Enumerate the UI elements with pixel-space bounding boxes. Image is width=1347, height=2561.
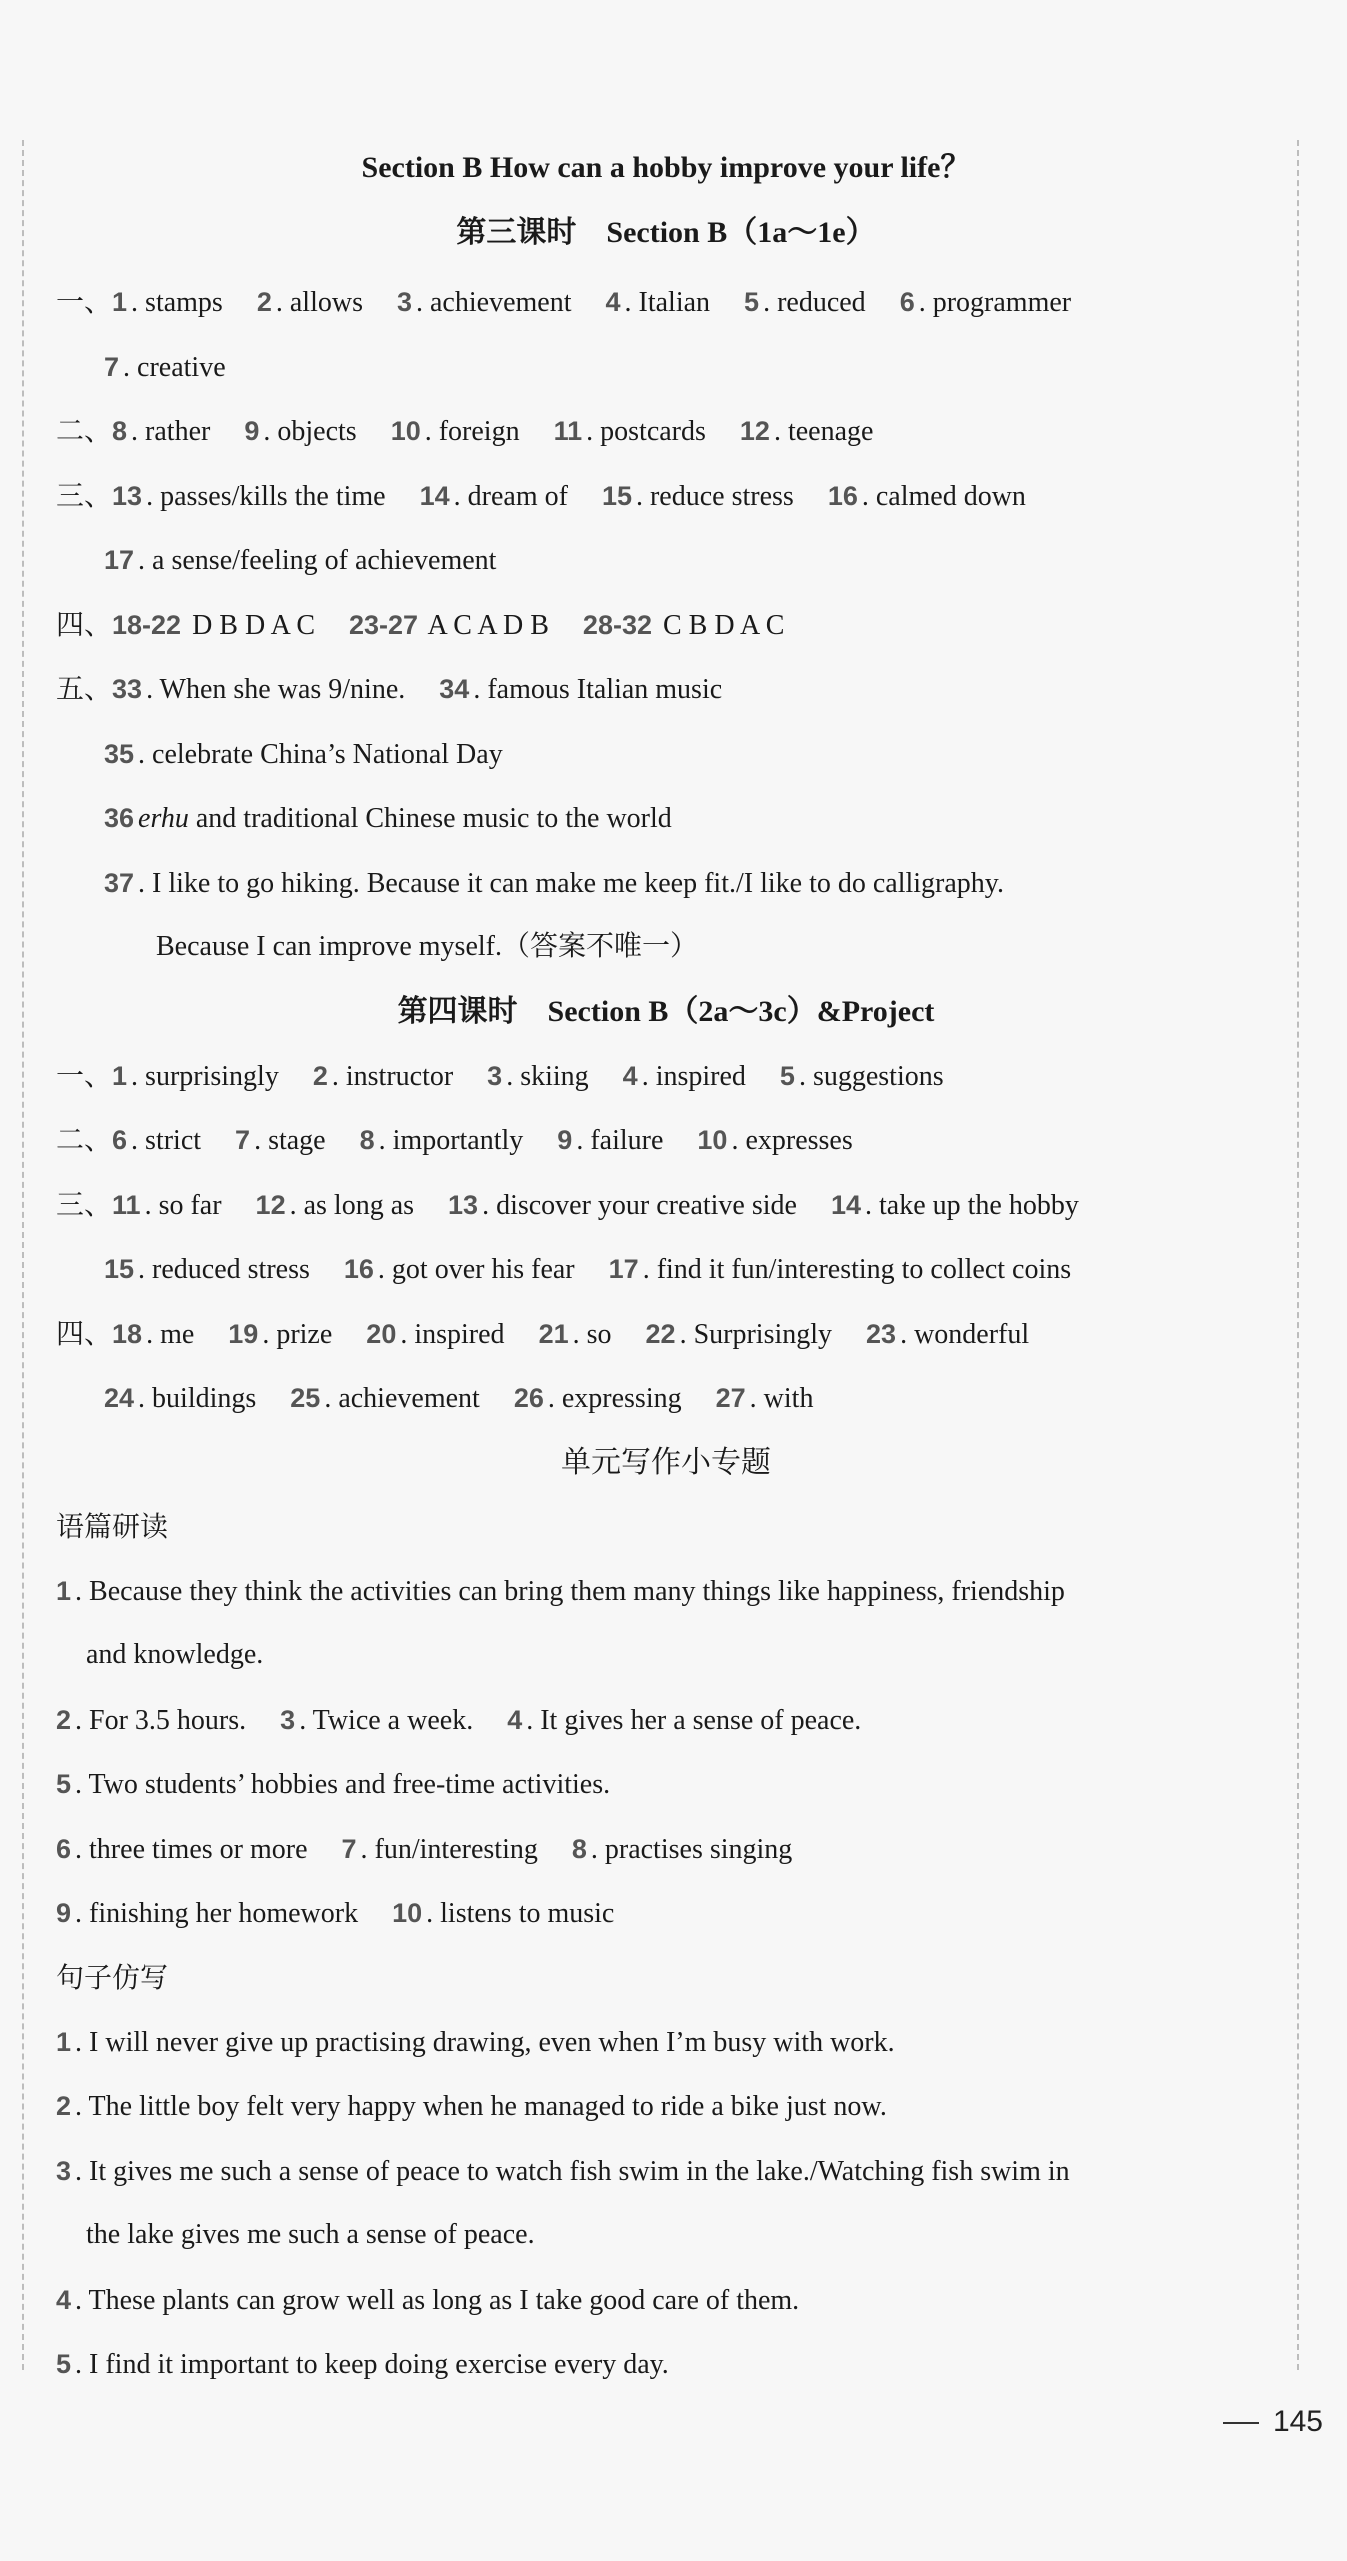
imitate-q2: 2 . The little boy felt very happy when he managed to ride a bike just now. bbox=[56, 2091, 887, 2122]
answer-item: 18-22 D B D A C bbox=[112, 609, 316, 641]
writing-heading: 单元写作小专题 bbox=[561, 1444, 771, 1480]
right-dashed-border bbox=[1297, 140, 1299, 2370]
answer-item: 20 . inspired bbox=[366, 1318, 505, 1350]
answer-item: 3 . Twice a week. bbox=[280, 1704, 474, 1736]
reading-q1-cont: and knowledge. bbox=[86, 1639, 264, 1670]
imitate-q5: 5 . I find it important to keep doing exercise every day. bbox=[56, 2349, 669, 2380]
lesson3-part3-row1 bbox=[56, 464, 1276, 529]
answer-item: 15 . reduce stress bbox=[601, 480, 794, 512]
answer-item: 9 . failure bbox=[557, 1125, 664, 1156]
lesson4-part1-row bbox=[56, 1044, 1276, 1109]
page-title: Section B How can a hobby improve your life？ bbox=[361, 151, 971, 184]
answer-item: 2 . For 3.5 hours. bbox=[56, 1704, 247, 1736]
section-label: 四、 bbox=[56, 1318, 113, 1350]
section-label: 二、 bbox=[56, 1125, 113, 1156]
answer-item: 9 . finishing her homework bbox=[56, 1898, 359, 1929]
answer-item: 13 . discover your creative side bbox=[448, 1189, 797, 1221]
imitate-q3-cont: the lake gives me such a sense of peace. bbox=[86, 2219, 535, 2250]
section-label: 二、 bbox=[56, 416, 113, 447]
lesson3-q36: 36 erhu and traditional Chinese music to the world bbox=[104, 803, 672, 834]
answer-item: 1 . surprisingly bbox=[112, 1060, 279, 1092]
answer-item: 4 . Italian bbox=[605, 287, 711, 318]
answer-item: 9 . objects bbox=[244, 416, 357, 447]
lesson3-part1-row2 bbox=[56, 335, 1276, 400]
answer-item: 13 . passes/kills the time bbox=[112, 480, 386, 512]
answer-item: 7 . fun/interesting bbox=[341, 1833, 538, 1865]
reading-q1: 1 . Because they think the activities can bring them many things like happiness, friendship bbox=[56, 1575, 1065, 1607]
imitate-q3: 3 . It gives me such a sense of peace to watch fish swim in the lake./Watching fish swim in bbox=[56, 2155, 1070, 2187]
answer-item: 5 . reduced bbox=[744, 287, 866, 318]
answer-item: 16 . calmed down bbox=[827, 480, 1026, 512]
answer-page bbox=[56, 140, 1276, 2397]
section-label: 一、 bbox=[56, 287, 113, 318]
answer-item: 11 . so far bbox=[112, 1189, 222, 1221]
reading-row2 bbox=[56, 1688, 1276, 1753]
lesson3-part1-row1 bbox=[56, 270, 1276, 335]
section-label: 三、 bbox=[56, 480, 113, 512]
section-label: 三、 bbox=[56, 1189, 113, 1221]
answer-item: 5 . suggestions bbox=[779, 1060, 944, 1092]
answer-item: 22 . Surprisingly bbox=[645, 1318, 833, 1350]
footer-rule bbox=[1223, 2422, 1259, 2424]
lesson4-heading: 第四课时 Section B（2a～3c）&Project bbox=[397, 994, 935, 1028]
answer-item: 12 . as long as bbox=[255, 1189, 415, 1221]
section-label: 一、 bbox=[56, 1060, 113, 1092]
lesson4-part4-row2 bbox=[56, 1366, 1276, 1431]
answer-item: 2 . allows bbox=[256, 287, 363, 318]
lesson3-part3-row2 bbox=[56, 528, 1276, 593]
answer-item: 16 . got over his fear bbox=[343, 1254, 575, 1285]
answer-item: 11 . postcards bbox=[553, 416, 706, 447]
answer-item: 7 . stage bbox=[235, 1125, 326, 1156]
answer-item: 3 . achievement bbox=[396, 287, 572, 318]
answer-item: 28-32 C B D A C bbox=[582, 609, 785, 641]
lesson3-heading: 第三课时 Section B（1a～1e） bbox=[456, 216, 876, 249]
lesson3-q37-cont: Because I can improve myself.（答案不唯一） bbox=[156, 931, 698, 962]
answer-item: 23 . wonderful bbox=[866, 1318, 1030, 1350]
answer-item: 23-27 A C A D B bbox=[349, 609, 549, 641]
answer-item: 26 . expressing bbox=[513, 1383, 682, 1414]
left-dashed-border bbox=[22, 140, 24, 2370]
answer-item: 19 . prize bbox=[228, 1318, 333, 1350]
lesson3-part4-row bbox=[56, 593, 1276, 658]
answer-item: 18 . me bbox=[112, 1318, 195, 1350]
answer-item: 4 . It gives her a sense of peace. bbox=[507, 1704, 862, 1736]
lesson3-part5-row1 bbox=[56, 657, 1276, 722]
answer-item: 3 . skiing bbox=[487, 1060, 589, 1092]
answer-item: 6 . programmer bbox=[899, 287, 1072, 318]
answer-item: 8 . rather bbox=[112, 416, 211, 447]
section-label: 五、 bbox=[56, 674, 113, 705]
answer-item: 27 . with bbox=[715, 1383, 814, 1414]
lesson3-part2-row bbox=[56, 399, 1276, 464]
imitate-q4: 4 . These plants can grow well as long as I take good care of them. bbox=[56, 2284, 800, 2316]
lesson3-q37: 37 . I like to go hiking. Because it can make me keep fit./I like to do calligraphy. bbox=[104, 867, 1004, 899]
answer-item: 2 . instructor bbox=[312, 1060, 454, 1092]
answer-item: 25 . achievement bbox=[290, 1383, 480, 1414]
answer-item: 6 . strict bbox=[112, 1125, 202, 1156]
answer-item: 12 . teenage bbox=[739, 416, 874, 447]
page-number: 145 bbox=[1272, 2405, 1323, 2438]
imitate-heading: 句子仿写 bbox=[56, 1960, 169, 1994]
reading-q5: 5 . Two students’ hobbies and free-time activities. bbox=[56, 1769, 611, 1800]
answer-item: 6 . three times or more bbox=[56, 1833, 308, 1865]
answer-item: 14 . take up the hobby bbox=[830, 1189, 1079, 1221]
answer-item: 15 . reduced stress bbox=[104, 1254, 310, 1285]
imitate-q1: 1 . I will never give up practising drawing, even when I’m busy with work. bbox=[56, 2026, 895, 2058]
reading-heading: 语篇研读 bbox=[56, 1509, 169, 1543]
answer-item: 34 . famous Italian music bbox=[439, 674, 723, 705]
section-label: 四、 bbox=[56, 609, 113, 641]
reading-row6 bbox=[56, 1817, 1276, 1882]
answer-item: 10 . listens to music bbox=[392, 1898, 615, 1929]
lesson4-part3-row1 bbox=[56, 1173, 1276, 1238]
answer-item: 10 . foreign bbox=[390, 416, 520, 447]
reading-row9 bbox=[56, 1881, 1276, 1946]
answer-item: 33 . When she was 9/nine. bbox=[112, 674, 406, 705]
answer-item: 8 . importantly bbox=[359, 1125, 524, 1156]
lesson4-part3-row2 bbox=[56, 1237, 1276, 1302]
answer-item: 21 . so bbox=[538, 1318, 612, 1350]
answer-item: 14 . dream of bbox=[419, 480, 568, 512]
page-footer bbox=[1223, 2405, 1323, 2439]
lesson4-part4-row1 bbox=[56, 1302, 1276, 1367]
answer-item: 17 . find it fun/interesting to collect coins bbox=[608, 1254, 1072, 1285]
answer-item: 8 . practises singing bbox=[571, 1833, 793, 1865]
answer-item: 10 . expresses bbox=[697, 1125, 853, 1156]
lesson4-part2-row bbox=[56, 1108, 1276, 1173]
answer-item: 7 . creative bbox=[104, 351, 226, 383]
answer-item: 1 . stamps bbox=[112, 287, 223, 318]
answer-item: 17 . a sense/feeling of achievement bbox=[104, 545, 497, 576]
answer-item: 4 . inspired bbox=[622, 1060, 746, 1092]
answer-item: 24 . buildings bbox=[104, 1383, 257, 1414]
lesson3-q35: 35 . celebrate China’s National Day bbox=[104, 738, 503, 770]
